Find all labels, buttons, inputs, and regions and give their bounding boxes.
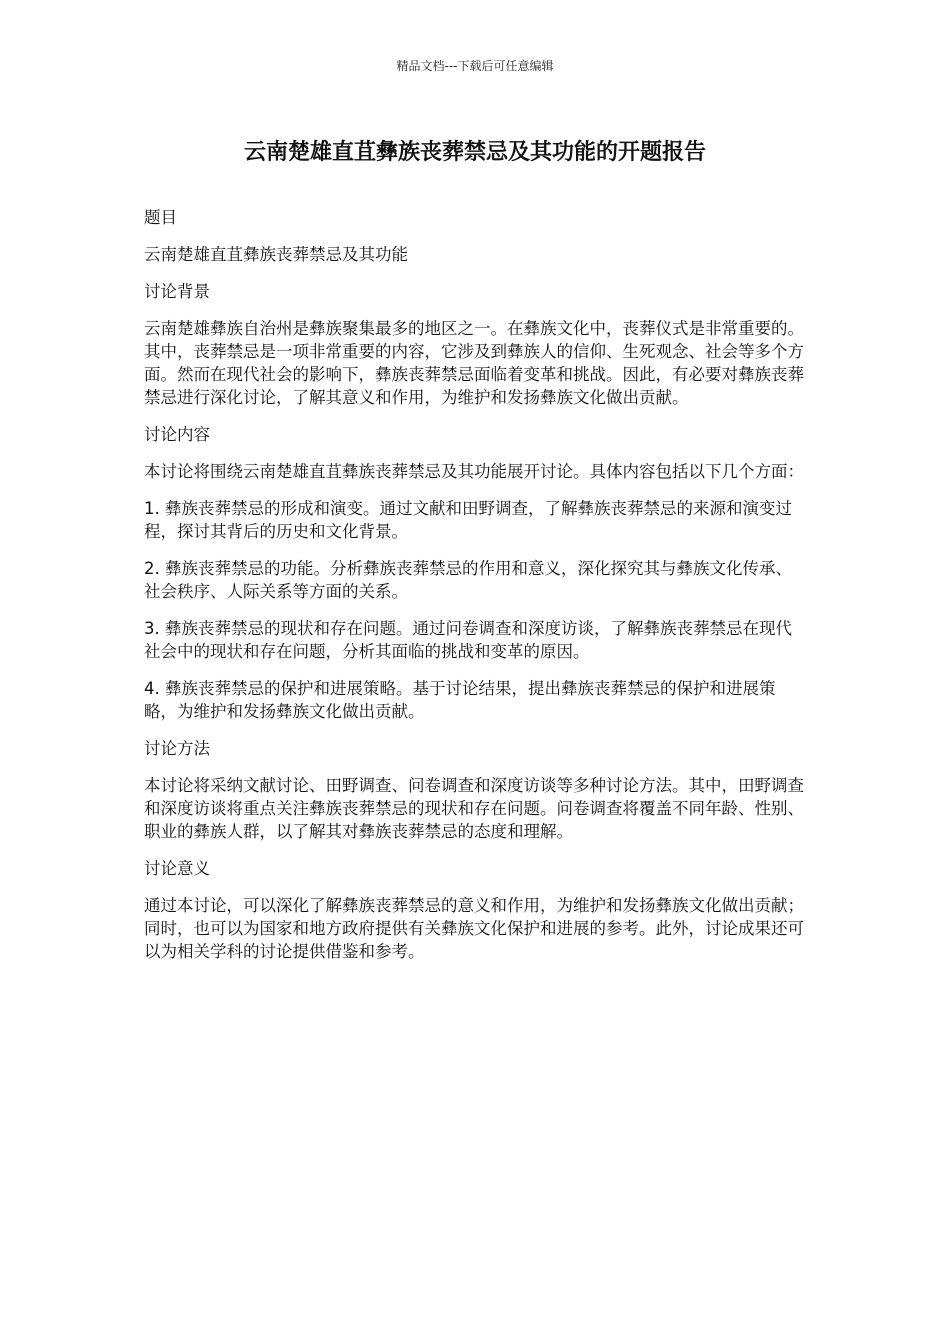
background-paragraph: 云南楚雄彝族自治州是彝族聚集最多的地区之一。在彝族文化中，丧葬仪式是非常重要的。其中，丧葬禁忌是一项非常重要的内容，它涉及到彝族人的信仰、生死观念、社会等多个方面。然而在现代社会的影响下，彝族丧葬禁忌面临着变革和挑战。因此，有必要对彝族丧葬禁忌进行深化讨论，了解其意义和作用，为维护和发扬彝族文化做出贡献。 <box>144 319 804 407</box>
section-heading-method: 讨论方法 <box>144 739 210 758</box>
page-header: 精品文档---下载后可任意编辑 <box>396 59 554 73</box>
content-item-3: 3. 彝族丧葬禁忌的现状和存在问题。通过问卷调查和深度访谈，了解彝族丧葬禁忌在现代社会中的现状和存在问题，分析其面临的挑战和变革的原因。 <box>144 619 792 661</box>
section-heading-content: 讨论内容 <box>144 425 210 444</box>
content-item-1: 1. 彝族丧葬禁忌的形成和演变。通过文献和田野调查，了解彝族丧葬禁忌的来源和演变过程，探讨其背后的历史和文化背景。 <box>144 499 792 541</box>
document-title: 云南楚雄直苴彝族丧葬禁忌及其功能的开题报告 <box>243 140 706 165</box>
significance-paragraph: 通过本讨论，可以深化了解彝族丧葬禁忌的意义和作用，为维护和发扬彝族文化做出贡献；同时，也可以为国家和地方政府提供有关彝族文化保护和进展的参考。此外，讨论成果还可以为相关学科的讨论提供借鉴和参考。 <box>144 896 804 961</box>
section-heading-topic: 题目 <box>144 208 177 227</box>
section-heading-background: 讨论背景 <box>144 282 210 301</box>
document-body <box>144 206 804 977</box>
section-heading-significance: 讨论意义 <box>144 859 210 878</box>
content-intro-paragraph: 本讨论将围绕云南楚雄直苴彝族丧葬禁忌及其功能展开讨论。具体内容包括以下几个方面： <box>144 462 804 481</box>
content-item-4: 4. 彝族丧葬禁忌的保护和进展策略。基于讨论结果，提出彝族丧葬禁忌的保护和进展策略，为维护和发扬彝族文化做出贡献。 <box>144 679 776 721</box>
content-item-2: 2. 彝族丧葬禁忌的功能。分析彝族丧葬禁忌的作用和意义，深化探究其与彝族文化传承、社会秩序、人际关系等方面的关系。 <box>144 559 792 601</box>
topic-text: 云南楚雄直苴彝族丧葬禁忌及其功能 <box>144 245 408 264</box>
method-paragraph: 本讨论将采纳文献讨论、田野调查、问卷调查和深度访谈等多种讨论方法。其中，田野调查和深度访谈将重点关注彝族丧葬禁忌的现状和存在问题。问卷调查将覆盖不同年龄、性别、职业的彝族人群，以了解其对彝族丧葬禁忌的态度和理解。 <box>144 776 804 841</box>
